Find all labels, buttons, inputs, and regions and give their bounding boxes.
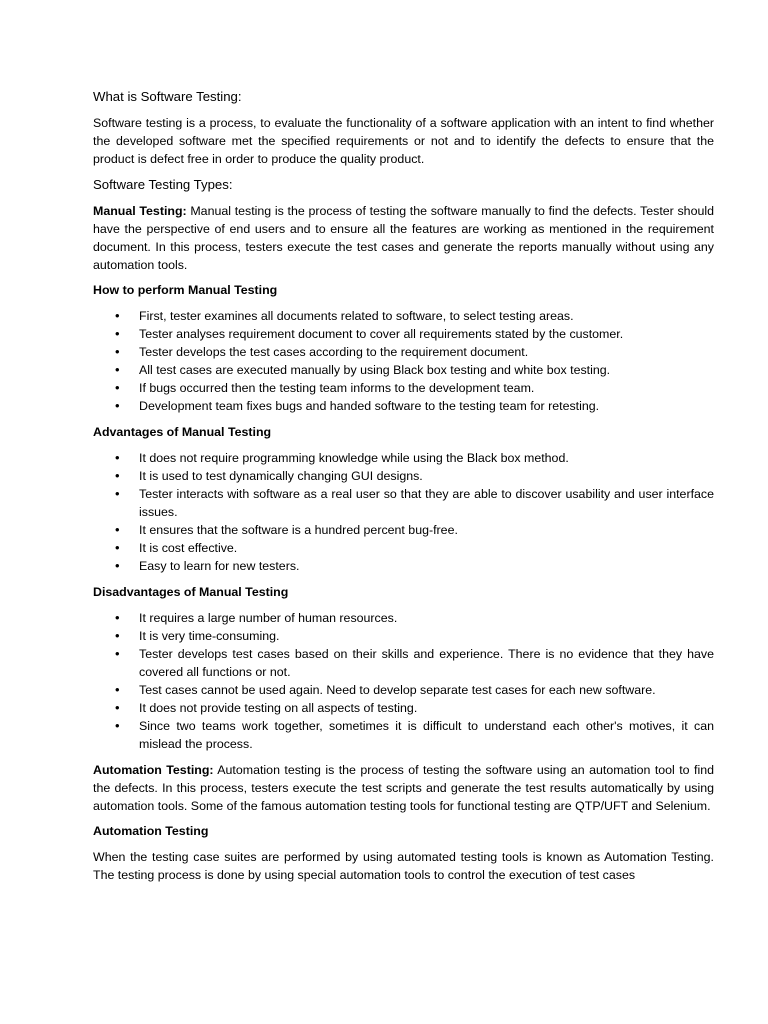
intro-paragraph: Software testing is a process, to evaluate the functionality of a software application with an intent to find whether the developed software met the specified requirements or not and to identify the defects to ensure that the product is defect free in order to produce the quality product. (93, 116, 714, 166)
advantages-list (93, 449, 714, 575)
list-item: • It ensures that the software is a hundred percent bug-free. (139, 521, 714, 539)
manual-testing-text: Manual testing is the process of testing the software manually to find the defects. Tester should have the perspective of end users and to ensure all the features are working as mentioned in the requirement document. In this process, testers execute the test cases and generate the reports manually without using any automation tools. (93, 204, 714, 272)
manual-testing-paragraph (93, 202, 714, 274)
manual-testing-label: Manual Testing: (93, 204, 187, 218)
list-item: • First, tester examines all documents related to software, to select testing areas. (139, 307, 714, 325)
list-item: • Development team fixes bugs and handed software to the testing team for retesting. (139, 397, 714, 415)
list-item: • Tester interacts with software as a real user so that they are able to discover usability and user interface issues. (139, 485, 714, 521)
section-title-what-is-software-testing: What is Software Testing: (93, 89, 242, 104)
list-item: • It does not provide testing on all aspects of testing. (139, 699, 714, 717)
list-item: • It does not require programming knowledge while using the Black box method. (139, 449, 714, 467)
automation-testing-label: Automation Testing: (93, 763, 214, 777)
how-to-perform-list (93, 307, 714, 415)
automation-testing-heading: Automation Testing (93, 824, 209, 838)
list-item: • Tester develops the test cases according to the requirement document. (139, 343, 714, 361)
list-item: • It is used to test dynamically changing GUI designs. (139, 467, 714, 485)
section-title-software-testing-types: Software Testing Types: (93, 177, 233, 192)
disadvantages-heading: Disadvantages of Manual Testing (93, 585, 289, 599)
list-item: • Easy to learn for new testers. (139, 557, 714, 575)
automation-testing-description: When the testing case suites are performed by using automated testing tools is known as Automation Testing. The testing process is done by using special automation tools to control the execution of test cases (93, 850, 714, 882)
list-item: • Test cases cannot be used again. Need to develop separate test cases for each new software. (139, 681, 714, 699)
advantages-heading: Advantages of Manual Testing (93, 425, 272, 439)
list-item: • If bugs occurred then the testing team informs to the development team. (139, 379, 714, 397)
disadvantages-list (93, 609, 714, 753)
list-item: • It requires a large number of human resources. (139, 609, 714, 627)
list-item: • It is cost effective. (139, 539, 714, 557)
list-item: • Tester analyses requirement document to cover all requirements stated by the customer. (139, 325, 714, 343)
list-item: • It is very time-consuming. (139, 627, 714, 645)
list-item: • Tester develops test cases based on their skills and experience. There is no evidence that they have covered all functions or not. (139, 645, 714, 681)
how-to-perform-heading: How to perform Manual Testing (93, 283, 278, 297)
automation-testing-text: Automation testing is the process of testing the software using an automation tool to find the defects. In this process, testers execute the test scripts and generate the test results automatically by using automation tools. Some of the famous automation testing tools for functional testing are QTP/UFT and Selenium. (93, 763, 714, 813)
list-item: • Since two teams work together, sometimes it is difficult to understand each other's motives, it can mislead the process. (139, 717, 714, 753)
automation-testing-paragraph (93, 761, 714, 815)
list-item: • All test cases are executed manually by using Black box testing and white box testing. (139, 361, 714, 379)
